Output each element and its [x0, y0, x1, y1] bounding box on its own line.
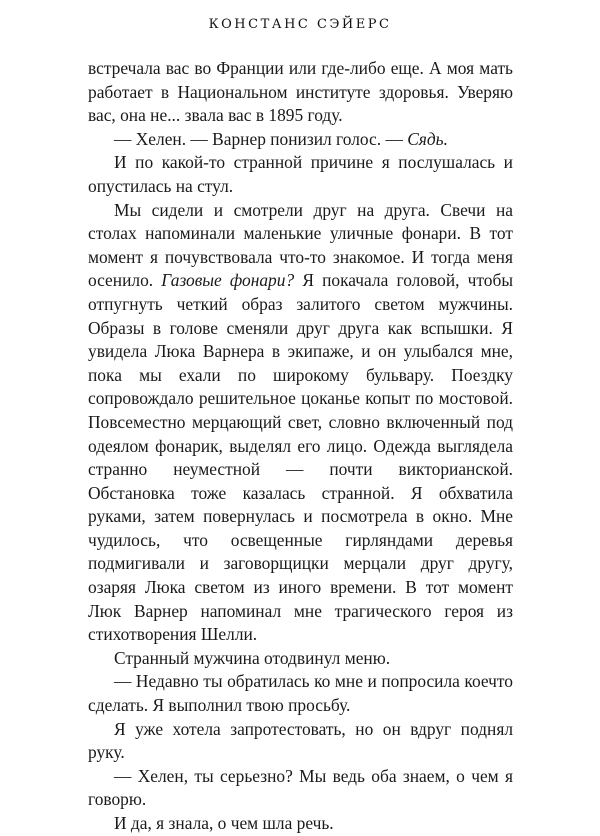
- paragraph-8: [88, 765, 513, 812]
- paragraph-2: [88, 128, 513, 152]
- paragraph-6-text: — Недавно ты обратилась ко мне и попросила коечто сделать. Я выполнил твою просьбу.: [88, 671, 513, 716]
- paragraph-5: [88, 647, 513, 671]
- paragraph-5-text: Странный мужчина отодвинул меню.: [114, 647, 391, 668]
- paragraph-3: [88, 151, 513, 198]
- paragraph-7: [88, 718, 513, 765]
- paragraph-2-italic: Сядь.: [407, 128, 448, 149]
- paragraph-4-text-start: Мы сидели и смотрели друг на друга. Свечи на столах напоминали маленькие уличные фонари. В тот момент я почувствовала что-то знакомое. И тогда меня осенило.: [88, 199, 513, 291]
- paragraph-4-italic: Газовые фонари?: [161, 270, 295, 291]
- body-text: [88, 57, 513, 836]
- paragraph-4-text-end: Я покачала головой, чтобы отпугнуть четкий образ залитого светом мужчины. Образы в голове сменяли друг друга как вспышки. Я увидела Люка Варнера в экипаже, и он улыбался мне, пока мы ехали по широкому бульвару. Поездку сопровождало решительное цоканье копыт по мостовой. Повсеместно мерцающий свет, словно включенный под одеялом фонарик, выделял его лицо. Одежда выглядела странно неуместной — почти викторианской. Обстановка тоже казалась странной. Я обхватила руками, затем повернулась и посмотрела в окно. Мне чудилось, что освещенные гирляндами деревья подмигивали и заговорщицки мерцали друг другу, озаряя Люка светом из иного времени. В тот момент Люк Варнер напоминал мне трагического героя из стихотворения Шелли.: [88, 270, 513, 645]
- paragraph-8-text: — Хелен, ты серьезно? Мы ведь оба знаем, о чем я говорю.: [88, 765, 513, 810]
- paragraph-6: [88, 670, 513, 717]
- paragraph-9: [88, 812, 513, 836]
- paragraph-9-text: И да, я знала, о чем шла речь.: [114, 813, 334, 833]
- running-header: КОНСТАНС СЭЙЕРС: [208, 17, 392, 32]
- paragraph-7-text: Я уже хотела запротестовать, но он вдруг поднял руку.: [88, 718, 513, 763]
- paragraph-4: [88, 199, 513, 647]
- paragraph-3-text: И по какой-то странной причине я послушалась и опустилась на стул.: [88, 152, 513, 196]
- paragraph-1: [88, 57, 513, 128]
- paragraph-2-text: — Хелен. — Варнер понизил голос. —: [114, 128, 408, 149]
- paragraph-1-text: встречала вас во Франции или где-либо еще. А моя мать работает в Национальном институте здоровья. Уверяю вас, она не... звала вас в 1895 году.: [88, 58, 513, 126]
